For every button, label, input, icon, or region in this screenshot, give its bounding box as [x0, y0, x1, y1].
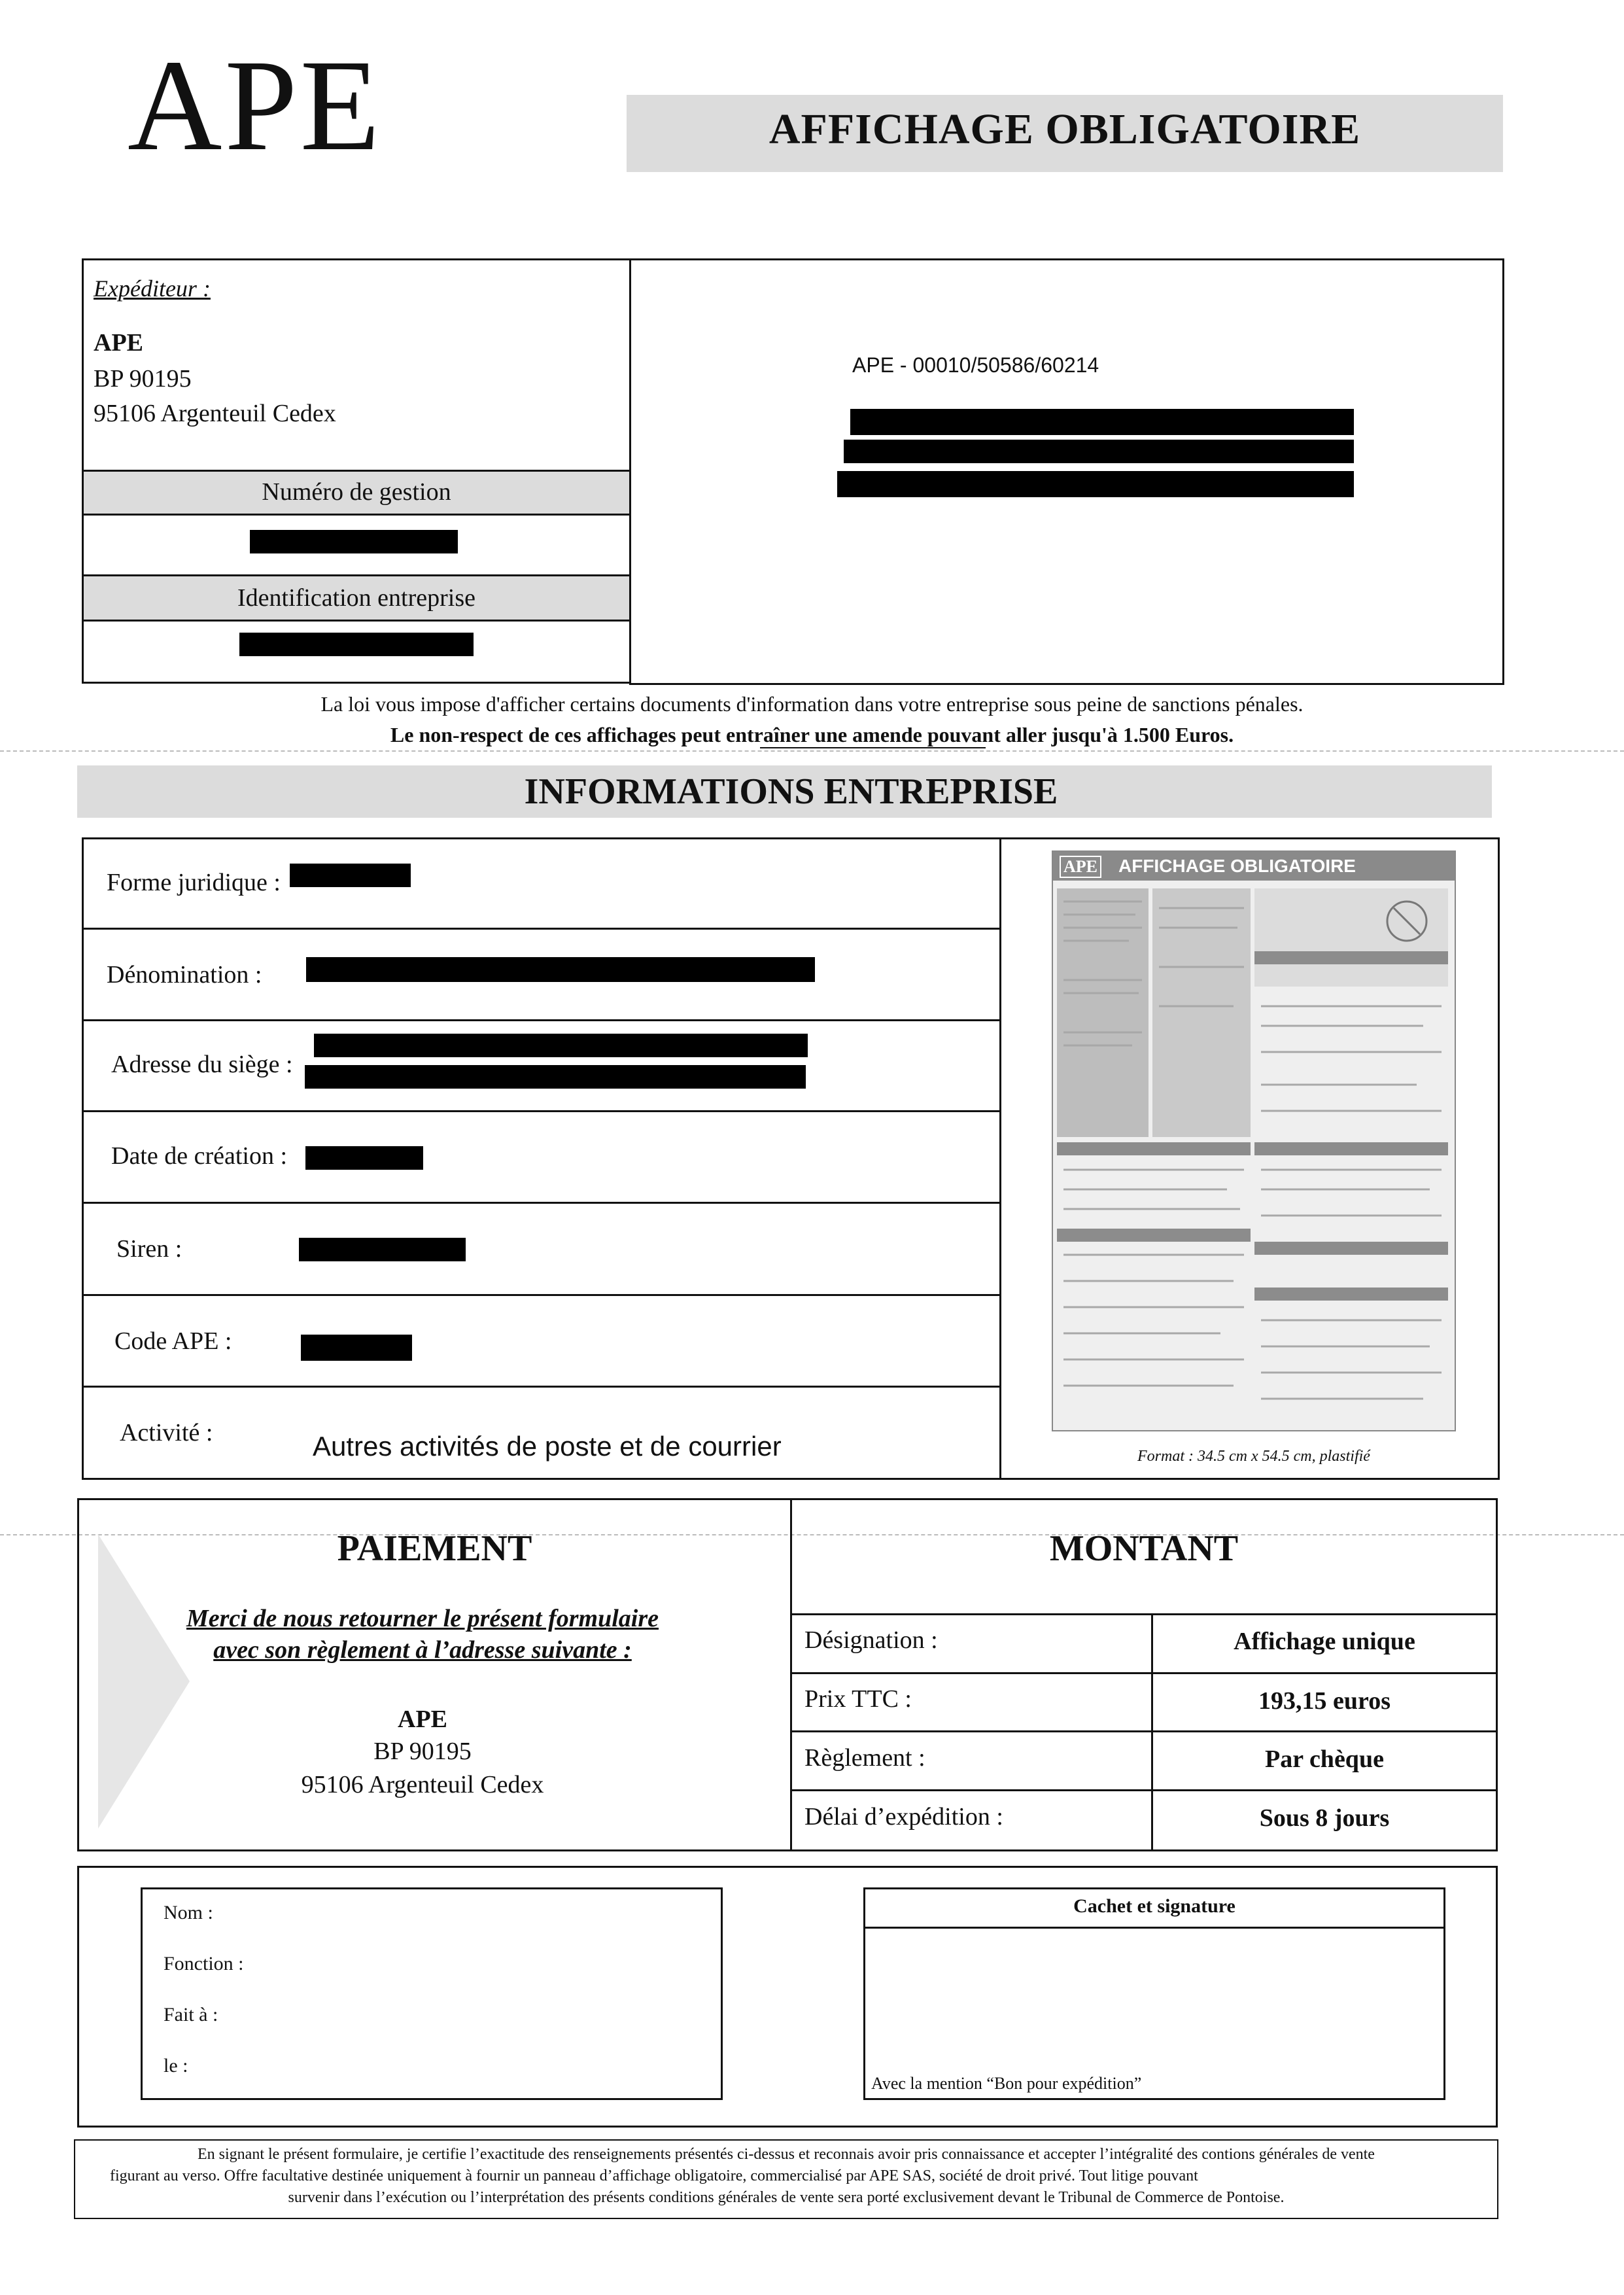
redaction-siren — [299, 1238, 466, 1261]
redaction-adresse-line-1 — [314, 1034, 808, 1057]
amount-payment-method-label: Règlement : — [804, 1744, 925, 1772]
row-divider — [82, 1019, 1001, 1021]
amount-delay-value: Sous 8 jours — [1259, 1804, 1390, 1832]
poster-format-caption: Format : 34.5 cm x 54.5 cm, plastifié — [1137, 1448, 1370, 1465]
fine-warning: Le non-respect de ces affichages peut entraîner une amende pouvant aller jusqu'à 1.500 Euros. — [390, 723, 1234, 746]
row-divider — [82, 1294, 1001, 1296]
logo: APE — [128, 33, 383, 178]
poster-content-image — [1057, 888, 1451, 1425]
terms-line-2: figurant au verso. Offre facultative destinée uniquement à fournir un panneau d’affichage obligatoire, commercialisé par APE SAS, société de droit privé. Tout litige pouvant — [110, 2167, 1198, 2184]
field-activite-value: Autres activités de poste et de courrier — [313, 1431, 782, 1462]
amount-row-divider — [790, 1672, 1498, 1674]
field-forme-juridique-label: Forme juridique : — [107, 869, 281, 896]
redaction-date-creation — [305, 1146, 423, 1170]
fold-line — [0, 750, 1624, 752]
redaction-numero-gestion — [250, 530, 458, 553]
redaction-recipient-line-3 — [837, 471, 1354, 497]
field-denomination-label: Dénomination : — [107, 961, 262, 989]
payment-instruction-line-2: avec son règlement à l’adresse suivante : — [213, 1636, 632, 1664]
terms-line-3: survenir dans l’exécution ou l’interprétation des présents conditions générales de vente sera porté exclusivement devant le Tribunal de Commerce de Pontoise. — [288, 2189, 1285, 2206]
stamp-signature-box — [863, 1887, 1445, 2100]
fine-warning-underline — [760, 747, 986, 748]
field-code-ape-label: Code APE : — [114, 1327, 232, 1355]
row-divider — [82, 1110, 1001, 1112]
amount-title: MONTANT — [1049, 1528, 1239, 1569]
company-table-divider — [999, 837, 1001, 1480]
row-divider — [82, 928, 1001, 930]
field-activite-label: Activité : — [120, 1419, 213, 1446]
redaction-identification — [239, 633, 474, 656]
signatory-details-box — [141, 1887, 723, 2100]
sender-city: 95106 Argenteuil Cedex — [94, 400, 336, 427]
signatory-date-label: le : — [164, 2055, 188, 2076]
redaction-code-ape — [301, 1335, 412, 1361]
poster-preview — [1052, 850, 1456, 1431]
redaction-denomination — [306, 957, 815, 982]
signatory-name-label: Nom : — [164, 1902, 213, 1923]
field-siren-label: Siren : — [116, 1235, 182, 1263]
numero-gestion-label: Numéro de gestion — [262, 478, 451, 506]
amount-price-label: Prix TTC : — [804, 1685, 912, 1713]
signatory-function-label: Fonction : — [164, 1953, 244, 1974]
row-divider — [82, 1386, 1001, 1388]
field-adresse-label: Adresse du siège : — [111, 1051, 293, 1078]
payment-instruction-line-1: Merci de nous retourner le présent formulaire — [186, 1605, 659, 1632]
poster-brand: APE — [1060, 856, 1101, 878]
page-title: AFFICHAGE OBLIGATOIRE — [769, 105, 1361, 153]
sender-label: Expéditeur : — [94, 275, 211, 302]
payment-recipient-name: APE — [398, 1706, 447, 1733]
amount-price-value: 193,15 euros — [1258, 1687, 1391, 1715]
redaction-recipient-line-2 — [844, 440, 1354, 463]
signatory-place-label: Fait à : — [164, 2004, 218, 2025]
stamp-signature-note: Avec la mention “Bon pour expédition” — [871, 2074, 1142, 2093]
sender-po-box: BP 90195 — [94, 365, 192, 393]
legal-notice: La loi vous impose d'afficher certains documents d'information dans votre entreprise sous peine de sanctions pénales. — [320, 692, 1304, 716]
stamp-header-divider — [863, 1927, 1445, 1929]
terms-line-1: En signant le présent formulaire, je certifie l’exactitude des renseignements présentés ci-dessus et reconnais avoir pris connaissance et accepter l’intégralité des contions générales de vente — [198, 2146, 1375, 2163]
payment-city: 95106 Argenteuil Cedex — [301, 1771, 544, 1798]
identification-label: Identification entreprise — [237, 584, 475, 612]
poster-title: AFFICHAGE OBLIGATOIRE — [1118, 856, 1356, 876]
redaction-adresse-line-2 — [305, 1065, 806, 1089]
payment-po-box: BP 90195 — [373, 1738, 472, 1765]
field-date-creation-label: Date de création : — [111, 1142, 288, 1170]
amount-row-divider — [790, 1789, 1498, 1791]
stamp-signature-title: Cachet et signature — [1073, 1895, 1235, 1917]
recipient-reference: APE - 00010/50586/60214 — [852, 353, 1099, 377]
sender-name: APE — [94, 329, 143, 357]
amount-payment-method-value: Par chèque — [1265, 1745, 1384, 1773]
amount-designation-label: Désignation : — [804, 1626, 938, 1654]
amount-row-divider — [790, 1730, 1498, 1732]
company-section-title: INFORMATIONS ENTREPRISE — [524, 771, 1058, 812]
payment-title: PAIEMENT — [337, 1528, 532, 1569]
amount-row-divider — [790, 1613, 1498, 1615]
amount-designation-value: Affichage unique — [1234, 1628, 1415, 1655]
redaction-recipient-line-1 — [850, 409, 1354, 435]
redaction-forme-juridique — [290, 864, 411, 887]
row-divider — [82, 1202, 1001, 1204]
amount-delay-label: Délai d’expédition : — [804, 1803, 1003, 1831]
